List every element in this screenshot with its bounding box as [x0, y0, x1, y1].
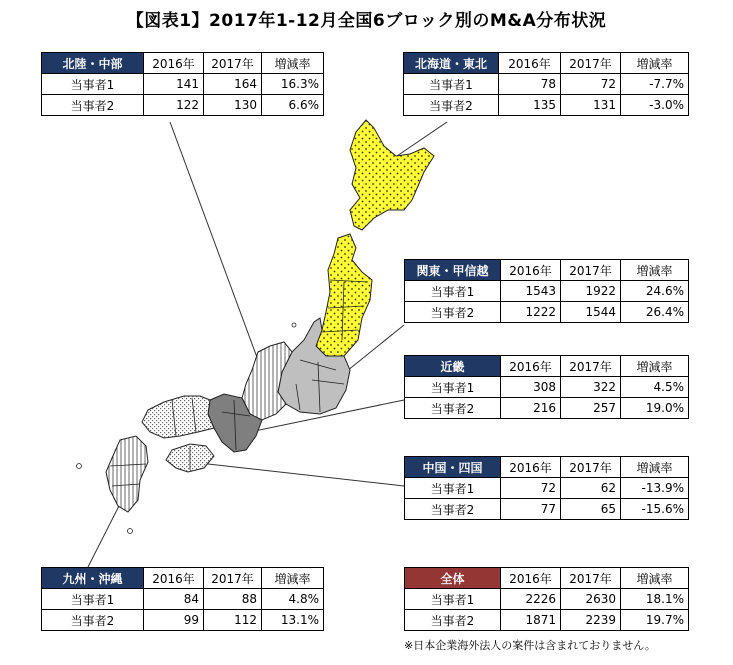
- kinki-table: [404, 355, 689, 419]
- col-2017: 2017年: [561, 53, 621, 74]
- row-label: 当事者1: [42, 589, 144, 610]
- value-change: 18.1%: [621, 589, 689, 610]
- value-2017: 2239: [561, 610, 621, 631]
- value-2017: 257: [561, 398, 621, 419]
- value-change: 4.5%: [621, 377, 689, 398]
- value-2017: 72: [561, 74, 621, 95]
- col-change: 増減率: [621, 568, 689, 589]
- table-row: [405, 377, 689, 398]
- value-2016: 135: [499, 95, 561, 116]
- value-2016: 1222: [501, 302, 561, 323]
- region-name: 九州・沖縄: [42, 568, 144, 589]
- value-2017: 65: [561, 499, 621, 520]
- value-change: 13.1%: [262, 610, 324, 631]
- row-label: 当事者1: [405, 589, 501, 610]
- total-table: [404, 567, 689, 631]
- value-2017: 1544: [561, 302, 621, 323]
- value-2016: 77: [501, 499, 561, 520]
- value-2017: 130: [204, 95, 262, 116]
- col-2017: 2017年: [561, 260, 621, 281]
- value-2016: 1871: [501, 610, 561, 631]
- value-2016: 308: [501, 377, 561, 398]
- row-label: 当事者1: [405, 377, 501, 398]
- col-change: 増減率: [621, 356, 689, 377]
- table-row: [42, 95, 324, 116]
- region-name: 全体: [405, 568, 501, 589]
- row-label: 当事者1: [405, 478, 501, 499]
- col-2017: 2017年: [204, 568, 262, 589]
- table-row: [405, 610, 689, 631]
- col-2016: 2016年: [501, 568, 561, 589]
- row-label: 当事者2: [405, 610, 501, 631]
- region-name: 近畿: [405, 356, 501, 377]
- kanto-koshinetsu-table: [404, 259, 689, 323]
- value-2016: 78: [499, 74, 561, 95]
- value-2016: 216: [501, 398, 561, 419]
- row-label: 当事者1: [42, 74, 144, 95]
- value-change: 6.6%: [262, 95, 324, 116]
- table-row: [404, 95, 689, 116]
- value-2017: 164: [204, 74, 262, 95]
- row-label: 当事者2: [404, 95, 499, 116]
- value-2017: 88: [204, 589, 262, 610]
- col-2016: 2016年: [499, 53, 561, 74]
- row-label: 当事者1: [405, 281, 501, 302]
- col-change: 増減率: [621, 457, 689, 478]
- page-title: 【図表1】2017年1-12月全国6ブロック別のM&A分布状況: [126, 11, 607, 31]
- hokuriku-chubu-table: [41, 52, 324, 116]
- table-row: [405, 398, 689, 419]
- col-2016: 2016年: [144, 568, 204, 589]
- value-2016: 141: [144, 74, 204, 95]
- row-label: 当事者2: [405, 499, 501, 520]
- table-row: [405, 281, 689, 302]
- value-change: 26.4%: [621, 302, 689, 323]
- value-change: 19.7%: [621, 610, 689, 631]
- value-2016: 122: [144, 95, 204, 116]
- region-name: 中国・四国: [405, 457, 501, 478]
- value-change: -7.7%: [621, 74, 689, 95]
- hokkaido-tohoku-table: [403, 52, 689, 116]
- col-2017: 2017年: [561, 356, 621, 377]
- value-change: -3.0%: [621, 95, 689, 116]
- value-2016: 72: [501, 478, 561, 499]
- value-2017: 1922: [561, 281, 621, 302]
- value-change: -15.6%: [621, 499, 689, 520]
- hokkaido-region: [350, 120, 434, 230]
- chugoku-shikoku-table: [404, 456, 689, 520]
- col-2016: 2016年: [501, 457, 561, 478]
- row-label: 当事者2: [405, 302, 501, 323]
- col-2017: 2017年: [204, 53, 262, 74]
- table-row: [404, 74, 689, 95]
- row-label: 当事者2: [405, 398, 501, 419]
- value-change: 16.3%: [262, 74, 324, 95]
- footnote: ※日本企業海外法人の案件は含まれておりません。: [404, 639, 656, 652]
- col-change: 増減率: [621, 53, 689, 74]
- table-row: [405, 302, 689, 323]
- value-2017: 322: [561, 377, 621, 398]
- region-name: 関東・甲信越: [405, 260, 501, 281]
- value-2016: 2226: [501, 589, 561, 610]
- value-change: -13.9%: [621, 478, 689, 499]
- col-2017: 2017年: [561, 457, 621, 478]
- row-label: 当事者2: [42, 95, 144, 116]
- table-row: [42, 610, 324, 631]
- value-2016: 99: [144, 610, 204, 631]
- value-change: 4.8%: [262, 589, 324, 610]
- row-label: 当事者1: [404, 74, 499, 95]
- region-name: 北海道・東北: [404, 53, 499, 74]
- table-row: [405, 589, 689, 610]
- col-2017: 2017年: [561, 568, 621, 589]
- value-change: 19.0%: [621, 398, 689, 419]
- col-change: 増減率: [262, 568, 324, 589]
- value-2017: 112: [204, 610, 262, 631]
- kyushu-okinawa-table: [41, 567, 324, 631]
- value-2017: 2630: [561, 589, 621, 610]
- col-2016: 2016年: [501, 260, 561, 281]
- value-2016: 1543: [501, 281, 561, 302]
- table-row: [405, 478, 689, 499]
- kyushu-region: [106, 436, 148, 512]
- col-change: 増減率: [621, 260, 689, 281]
- value-2017: 131: [561, 95, 621, 116]
- col-2016: 2016年: [501, 356, 561, 377]
- value-change: 24.6%: [621, 281, 689, 302]
- table-row: [42, 74, 324, 95]
- col-2016: 2016年: [144, 53, 204, 74]
- tohoku-region: [316, 234, 372, 356]
- table-row: [42, 589, 324, 610]
- table-row: [405, 499, 689, 520]
- value-2017: 62: [561, 478, 621, 499]
- chugoku-region: [142, 396, 214, 438]
- region-name: 北陸・中部: [42, 53, 144, 74]
- value-2016: 84: [144, 589, 204, 610]
- row-label: 当事者2: [42, 610, 144, 631]
- col-change: 増減率: [262, 53, 324, 74]
